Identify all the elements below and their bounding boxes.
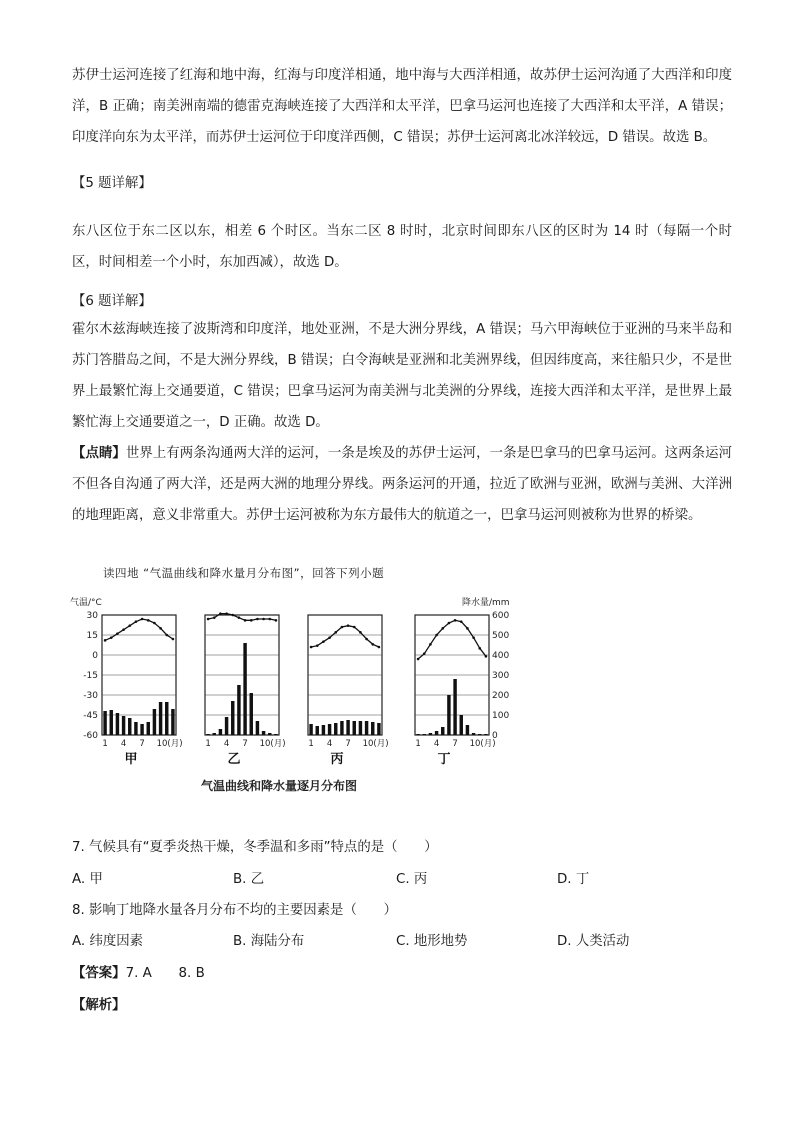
temperature-point bbox=[460, 620, 463, 623]
temperature-point bbox=[334, 631, 337, 634]
precip-tick-label: 200 bbox=[492, 691, 510, 701]
precip-bar bbox=[371, 722, 374, 735]
climate-panel-4 bbox=[415, 615, 496, 767]
precip-bar bbox=[231, 701, 234, 735]
precip-bar bbox=[377, 723, 380, 735]
temperature-point bbox=[141, 618, 144, 621]
temperature-point bbox=[328, 636, 331, 639]
question-8-stem: 8. 影响丁地降水量各月分布不均的主要因素是（ ） bbox=[72, 903, 398, 918]
temperature-point bbox=[275, 619, 278, 622]
temp-axis-label: 气温/°C bbox=[70, 598, 102, 608]
temperature-point bbox=[231, 614, 234, 617]
temperature-point bbox=[353, 626, 356, 629]
temperature-point bbox=[135, 620, 138, 623]
temperature-point bbox=[110, 636, 113, 639]
precip-axis-label: 降水量/mm bbox=[462, 598, 510, 608]
climate-panel-1 bbox=[102, 615, 183, 767]
precip-bar bbox=[460, 715, 463, 735]
temperature-curve bbox=[418, 620, 486, 659]
precip-bar bbox=[128, 718, 131, 735]
precip-bar bbox=[110, 710, 113, 735]
temperature-point bbox=[359, 631, 362, 634]
precip-bar bbox=[478, 734, 481, 735]
temperature-point bbox=[485, 655, 488, 658]
precip-bar bbox=[435, 731, 438, 735]
precip-tick-label: 500 bbox=[492, 631, 510, 641]
temperature-curve bbox=[311, 626, 379, 647]
heading-q5: 【5 题详解】 bbox=[72, 176, 152, 191]
precip-tick-label: 300 bbox=[492, 671, 510, 681]
precip-bar bbox=[340, 721, 343, 735]
note-label: 【点睛】 bbox=[72, 446, 126, 461]
precip-bar bbox=[243, 643, 246, 735]
temperature-point bbox=[435, 634, 438, 637]
temp-tick-label: 15 bbox=[86, 631, 98, 641]
precip-bar bbox=[346, 720, 349, 735]
precip-bar bbox=[153, 709, 156, 735]
temperature-point bbox=[104, 639, 107, 642]
question-7-stem: 7. 气候具有“夏季炎热干燥，冬季温和多雨”特点的是（ ） bbox=[72, 840, 438, 855]
month-tick-label: 10(月) bbox=[469, 739, 496, 749]
month-tick-label: 4 bbox=[223, 739, 230, 749]
temperature-point bbox=[441, 627, 444, 630]
precip-bar bbox=[472, 733, 475, 735]
precip-bar bbox=[250, 693, 253, 735]
temperature-point bbox=[341, 626, 344, 629]
precip-bar bbox=[219, 729, 222, 735]
precip-bar bbox=[429, 733, 432, 735]
question-8-option-c: C. 地形地势 bbox=[396, 934, 468, 949]
precip-bar bbox=[165, 702, 168, 735]
month-tick-label: 7 bbox=[345, 739, 351, 749]
temperature-point bbox=[423, 652, 426, 655]
climate-panels bbox=[102, 612, 496, 767]
temperature-point bbox=[262, 618, 265, 621]
month-tick-label: 4 bbox=[326, 739, 333, 749]
temperature-point bbox=[378, 646, 381, 649]
precip-bar bbox=[225, 717, 228, 735]
temperature-point bbox=[417, 658, 420, 661]
month-tick-label: 1 bbox=[308, 739, 314, 749]
month-tick-label: 7 bbox=[452, 739, 458, 749]
precip-bar bbox=[309, 724, 312, 735]
panel-name: 丁 bbox=[437, 752, 451, 767]
temp-tick-label: 30 bbox=[86, 611, 98, 621]
temperature-point bbox=[165, 634, 168, 637]
climate-chart-figure bbox=[70, 595, 510, 770]
precip-bar bbox=[213, 733, 216, 735]
temperature-point bbox=[128, 624, 131, 627]
month-tick-label: 7 bbox=[139, 739, 145, 749]
temp-tick-label: -30 bbox=[83, 691, 98, 701]
temperature-point bbox=[147, 619, 150, 622]
note-paragraph bbox=[72, 438, 732, 531]
precip-bar bbox=[268, 733, 271, 735]
temperature-point bbox=[159, 627, 162, 630]
temperature-point bbox=[244, 619, 247, 622]
temperature-point bbox=[316, 644, 319, 647]
temperature-point bbox=[322, 640, 325, 643]
temperature-point bbox=[172, 638, 175, 641]
answer-label: 【答案】 bbox=[72, 966, 126, 981]
precip-bar bbox=[447, 695, 450, 735]
climate-panel-2 bbox=[205, 612, 286, 767]
precip-bar bbox=[134, 722, 137, 735]
temperature-point bbox=[347, 624, 350, 627]
explanation-q6: 霍尔木兹海峡连接了波斯湾和印度洋，地处亚洲，不是大洲分界线，A 错误；马六甲海峡位于亚洲的马来半岛和苏门答腊岛之间，不是大洲分界线，B 错误；白令海峡是亚洲和北美洲界线，但因纬度高，来往船只少，不是世界上最繁忙海上交通要道，C 错误；巴拿马运河为南美洲与北美洲的分界线，连接大西洋和太平洋，是世界上最繁忙海上交通要道之一，D 正确。故选 D。 bbox=[72, 322, 732, 430]
precip-bar bbox=[365, 721, 368, 735]
panel-name: 丙 bbox=[330, 752, 344, 767]
precip-axis-ticks bbox=[492, 611, 509, 741]
question-8-option-a: A. 纬度因素 bbox=[72, 934, 143, 949]
temperature-point bbox=[238, 616, 241, 619]
precip-bar bbox=[262, 731, 265, 735]
temperature-point bbox=[219, 612, 222, 615]
question-8-option-b: B. 海陆分布 bbox=[233, 934, 305, 949]
temperature-curve bbox=[105, 619, 173, 640]
temp-tick-label: -60 bbox=[83, 731, 98, 741]
month-tick-label: 10(月) bbox=[362, 739, 389, 749]
precip-bar bbox=[359, 721, 362, 735]
precip-bar bbox=[466, 725, 469, 735]
temperature-point bbox=[454, 619, 457, 622]
explanation-q4-continued: 苏伊士运河连接了红海和地中海，红海与印度洋相通，地中海与大西洋相通，故苏伊士运河沟通了大西洋和印度洋，B 正确；南美洲南端的德雷克海峡连接了大西洋和太平洋，巴拿马运河也连接了大西洋和太平洋，A 错误；印度洋向东为太平洋，而苏伊士运河位于印度洋西侧，C 错误；苏伊士运河离北冰洋较远，D 错误。故选 B。 bbox=[72, 68, 732, 145]
temperature-point bbox=[116, 632, 119, 635]
precip-tick-label: 600 bbox=[492, 611, 510, 621]
figure-caption-bottom: 气温曲线和降水量逐月分布图 bbox=[201, 779, 358, 793]
temp-axis-ticks bbox=[83, 611, 98, 741]
precip-bar bbox=[353, 721, 356, 735]
month-tick-label: 10(月) bbox=[259, 739, 286, 749]
temperature-point bbox=[153, 622, 156, 625]
temperature-point bbox=[225, 612, 228, 615]
precip-bar bbox=[322, 725, 325, 735]
precip-bar bbox=[116, 713, 119, 735]
temperature-point bbox=[268, 618, 271, 621]
precip-bar bbox=[334, 723, 337, 735]
month-tick-label: 1 bbox=[205, 739, 211, 749]
month-tick-label: 10(月) bbox=[156, 739, 183, 749]
precip-bar bbox=[484, 734, 487, 735]
precip-bar bbox=[237, 685, 240, 735]
figure-caption-top: 读四地 “气温曲线和降水量月分布图”，回答下列小题 bbox=[103, 566, 385, 580]
temp-tick-label: -45 bbox=[83, 711, 98, 721]
temperature-point bbox=[207, 618, 210, 621]
climate-panel-3 bbox=[308, 615, 389, 767]
temperature-point bbox=[310, 646, 313, 649]
answer-text: 7. A 8. B bbox=[125, 966, 205, 981]
question-7-option-b: B. 乙 bbox=[233, 872, 265, 887]
temperature-point bbox=[472, 636, 475, 639]
panel-name: 乙 bbox=[227, 752, 241, 767]
question-8-option-d: D. 人类活动 bbox=[557, 934, 630, 949]
month-tick-label: 4 bbox=[433, 739, 440, 749]
precip-tick-label: 400 bbox=[492, 651, 510, 661]
precip-bar bbox=[140, 724, 143, 735]
month-tick-label: 4 bbox=[120, 739, 127, 749]
temperature-point bbox=[213, 616, 216, 619]
precip-bar bbox=[171, 709, 174, 735]
precip-bar bbox=[328, 724, 331, 735]
answer-line bbox=[72, 962, 205, 981]
precip-bar bbox=[441, 727, 444, 735]
precip-bar bbox=[423, 734, 426, 735]
month-tick-label: 1 bbox=[102, 739, 108, 749]
month-tick-label: 7 bbox=[242, 739, 248, 749]
precip-bar bbox=[122, 716, 125, 735]
heading-q6: 【6 题详解】 bbox=[72, 294, 152, 309]
precip-bar bbox=[416, 734, 419, 735]
temperature-point bbox=[371, 643, 374, 646]
analysis-label: 【解析】 bbox=[72, 998, 126, 1013]
temp-tick-label: -15 bbox=[83, 671, 98, 681]
explanation-q5: 东八区位于东二区以东，相差 6 个时区。当东二区 8 时时，北京时间即东八区的区时为 14 时（每隔一个时区，时间相差一个小时，东加西减），故选 D。 bbox=[72, 224, 732, 270]
temperature-point bbox=[429, 643, 432, 646]
temperature-point bbox=[256, 618, 259, 621]
month-tick-label: 1 bbox=[415, 739, 421, 749]
precip-bar bbox=[274, 734, 277, 735]
precip-bar bbox=[159, 702, 162, 735]
temperature-point bbox=[466, 627, 469, 630]
note-text: 世界上有两条沟通两大洋的运河，一条是埃及的苏伊士运河，一条是巴拿马的巴拿马运河。这两条运河不但各自沟通了两大洋，还是两大洲的地理分界线。两条运河的开通，拉近了欧洲与亚洲，欧洲与美洲、大洋洲的地理距离，意义非常重大。苏伊士运河被称为东方最伟大的航道之一，巴拿马运河则被称为世界的桥梁。 bbox=[72, 446, 733, 523]
precip-bar bbox=[103, 711, 106, 735]
temperature-point bbox=[448, 622, 451, 625]
panel-name: 甲 bbox=[124, 752, 138, 767]
precip-bar bbox=[256, 721, 259, 735]
temperature-point bbox=[122, 628, 125, 631]
temperature-point bbox=[478, 647, 481, 650]
precip-bar bbox=[453, 679, 456, 735]
question-7-option-d: D. 丁 bbox=[557, 872, 590, 887]
precip-bar bbox=[206, 734, 209, 735]
question-7-option-a: A. 甲 bbox=[72, 872, 103, 887]
precip-bar bbox=[147, 722, 150, 735]
temperature-point bbox=[250, 619, 253, 622]
precip-tick-label: 100 bbox=[492, 711, 510, 721]
temp-tick-label: 0 bbox=[92, 651, 98, 661]
precip-tick-label: 0 bbox=[492, 731, 498, 741]
precip-bar bbox=[316, 726, 319, 735]
temperature-point bbox=[365, 638, 368, 641]
question-7-option-c: C. 丙 bbox=[396, 872, 428, 887]
